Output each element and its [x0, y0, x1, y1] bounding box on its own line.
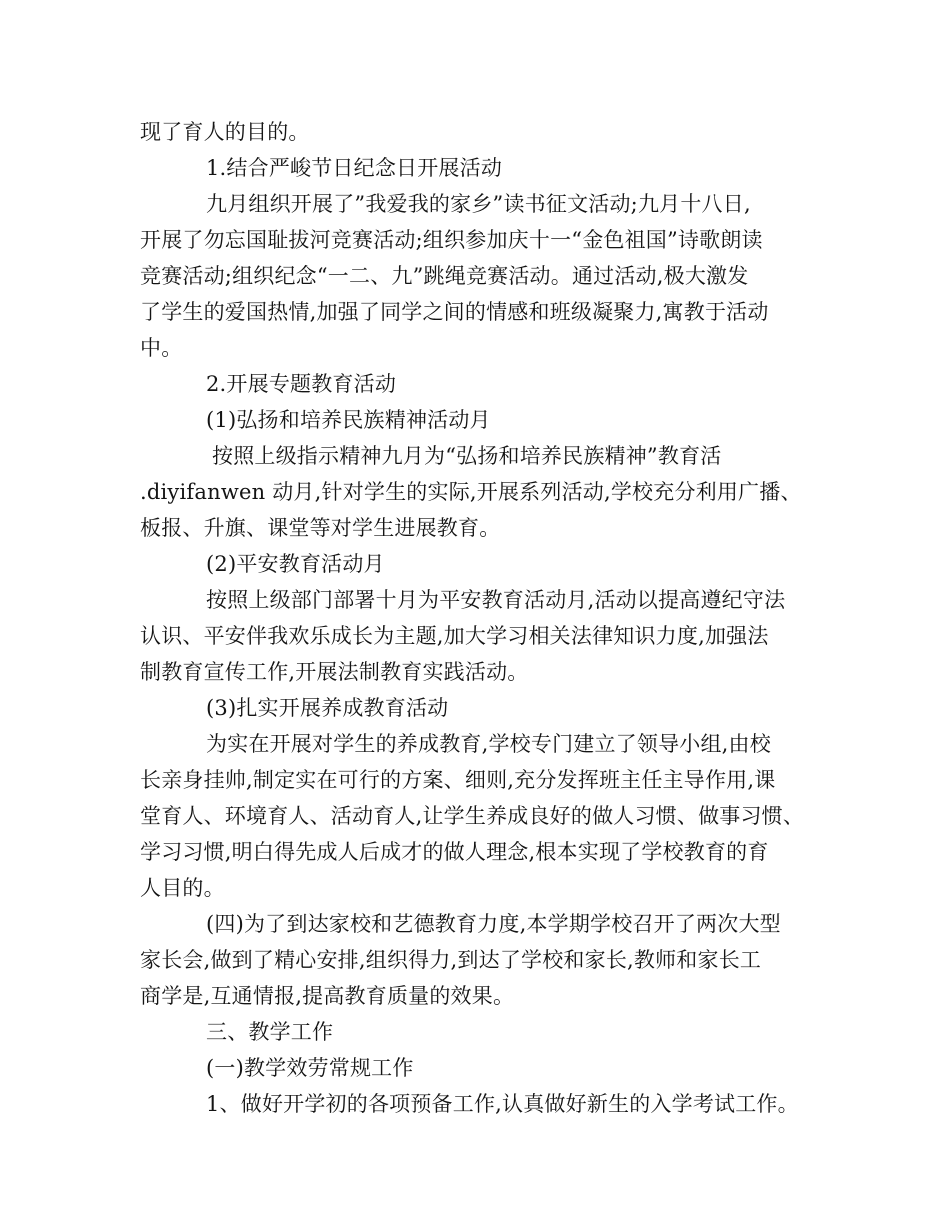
text-line-23: (四)为了到达家校和艺德教育力度,本学期学校召开了两次大型: [206, 912, 781, 936]
subsection-heading-4: (一)教学效劳常规工作: [206, 1056, 414, 1080]
text-line-1: 现了育人的目的。: [140, 120, 310, 144]
text-line-14: 按照上级部门部署十月为平安教育活动月,活动以提高遵纪守法: [206, 588, 786, 612]
text-line-3: 九月组织开展了”我爱我的家乡”读书征文活动;九月十八日,: [206, 192, 751, 216]
text-line-7: 中。: [140, 336, 183, 360]
text-line-22: 人目的。: [140, 876, 225, 900]
text-line-19: 长亲身挂帅,制定实在可行的方案、细则,充分发挥班主任主导作用,课: [140, 768, 776, 792]
text-line-21: 学习习惯,明白得先成人后成才的做人理念,根本实现了学校教育的育: [140, 840, 769, 864]
text-line-5: 竞赛活动;组织纪念“一二、九”跳绳竞赛活动。通过活动,极大激发: [140, 264, 749, 288]
text-line-18: 为实在开展对学生的养成教育,学校专门建立了领导小组,由校: [206, 732, 771, 756]
text-line-12: 板报、升旗、课堂等对学生进展教育。: [140, 516, 501, 540]
text-line-28: 1、做好开学初的各项预备工作,认真做好新生的入学考试工作。: [206, 1092, 799, 1116]
text-line-24: 家长会,做到了精心安排,组织得力,到达了学校和家长,教师和家长工: [140, 948, 762, 972]
section-heading-2: 2.开展专题教育活动: [206, 372, 397, 396]
text-line-20: 堂育人、环境育人、活动育人,让学生养成良好的做人习惯、做事习惯、: [140, 804, 805, 828]
text-line-25: 商学是,互通情报,提高教育质量的效果。: [140, 984, 515, 1008]
subsection-heading-2: (2)平安教育活动月: [206, 552, 385, 576]
text-line-4: 开展了勿忘国耻拔河竞赛活动;组织参加庆十一“金色祖国”诗歌朗读: [140, 228, 763, 252]
text-line-11: .diyifanwen 动月,针对学生的实际,开展系列活动,学校充分利用广播、: [140, 480, 802, 504]
section-heading-3: 三、教学工作: [206, 1020, 334, 1044]
text-line-15: 认识、平安伴我欢乐成长为主题,加大学习相关法律知识力度,加强法: [140, 624, 769, 648]
text-line-16: 制教育宣传工作,开展法制教育实践活动。: [140, 660, 529, 684]
text-line-6: 了学生的爱国热情,加强了同学之间的情感和班级凝聚力,寓教于活动: [140, 300, 769, 324]
subsection-heading-3: (3)扎实开展养成教育活动: [206, 696, 449, 720]
section-heading-1: 1.结合严峻节日纪念日开展活动: [206, 156, 503, 180]
text-line-10: 按照上级指示精神九月为“弘扬和培养民族精神”教育活: [212, 444, 722, 468]
subsection-heading-1: (1)弘扬和培养民族精神活动月: [206, 408, 491, 432]
